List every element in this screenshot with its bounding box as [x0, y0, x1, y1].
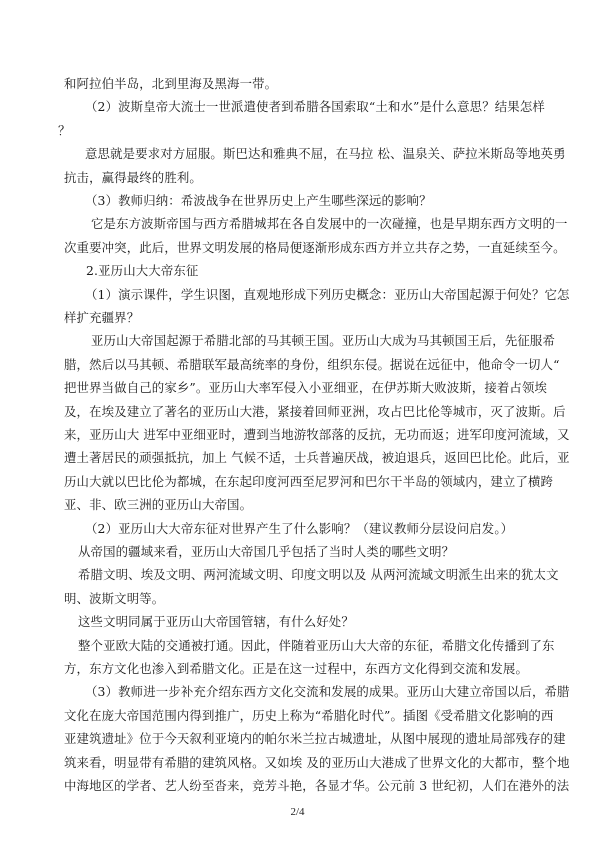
text-line-1: 和阿拉伯半岛，北到里海及黑海一带。	[64, 76, 278, 91]
text-line-27: （3）教师进一步补充介绍东西方文化交流和发展的成果。亚历山大建立帝国以后，希腊	[85, 684, 570, 699]
text-line-30: 筑来看，明显带有希腊的建筑风格。又如埃 及的亚历山大港成了世界文化的大都市，整个地	[64, 755, 570, 770]
text-line-2: （2）波斯皇帝大流士一世派遣使者到希腊各国索取“土和水”是什么意思？结果怎样	[85, 99, 545, 114]
text-line-10: （1）演示课件，学生识图，直观地形成下列历史概念：亚历山大帝国起源于何处？它怎	[85, 287, 570, 302]
text-line-14: 把世界当做自己的家乡”。亚历山大率军侵入小亚细亚，在伊苏斯大败波斯，接着占领埃	[64, 380, 548, 395]
text-line-7: 它是东方波斯帝国与西方希腊城邦在各自发展中的一次碰撞，也是早期东西方文明的一	[91, 216, 568, 231]
page-number: 2/4	[290, 806, 305, 818]
text-line-25: 整个亚欧大陆的交通被打通。因此，伴随着亚历山大大帝的东征，希腊文化传播到了东	[78, 638, 555, 653]
text-line-15: 及，在埃及建立了著名的亚历山大港，紧接着回师亚洲，攻占巴比伦等城市，灭了波斯。后	[64, 404, 566, 419]
text-line-23: 明、波斯文明等。	[64, 591, 165, 606]
text-line-13: 腊，然后以马其顿、希腊联军最高统率的身份，组织东侵。据说在远征中，他命令一切人“	[64, 357, 560, 372]
text-line-26: 方，东方文化也渗入到希腊文化。正是在这一过程中，东西方文化得到交流和发展。	[64, 661, 529, 676]
text-line-29: 亚建筑遗址》位于今天叙利亚境内的帕尔米兰拉古城遗址，从图中展现的遗址局部残存的建	[64, 731, 566, 746]
text-line-22: 希腊文明、埃及文明、两河流域文明、印度文明以及 从两河流域文明派生出来的犹太文	[78, 567, 559, 582]
text-line-4: 意思就是要求对方屈服。斯巴达和雅典不屈，在马拉 松、温泉关、萨拉米斯岛等地英勇	[85, 146, 566, 161]
section-heading: 2.亚历山大大帝东征	[86, 263, 199, 278]
text-line-3: ？	[58, 123, 71, 138]
text-line-16: 来，亚历山大 进军中亚细亚时，遭到当地游牧部落的反抗，无功而返；进军印度河流域，又	[64, 427, 570, 442]
text-line-5: 抗击，赢得最终的胜利。	[64, 170, 202, 185]
text-line-6: （3）教师归纳：希波战争在世界历史上产生哪些深远的影响？	[85, 193, 432, 208]
text-line-31: 中海地区的学者、艺人纷至沓来，竞芳斗艳，各显才华。公元前 3 世纪初，人们在港外的法	[64, 778, 570, 793]
text-line-8: 次重要冲突，此后，世界文明发展的格局便逐渐形成东西方并立共存之势，一直延续至今。	[64, 240, 566, 255]
text-line-12: 亚历山大帝国起源于希腊北部的马其顿王国。亚历山大成为马其顿国王后，先征服希	[91, 333, 556, 348]
text-line-11: 样扩充疆界？	[64, 310, 140, 325]
text-line-17: 遭土著居民的顽强抵抗，加上 气候不适，士兵普遍厌战，被迫退兵，返回巴比伦。此后，亚	[64, 450, 570, 465]
text-line-18: 历山大就以巴比伦为都城，在东起印度河西至尼罗河和巴尔干半岛的领域内，建立了横跨	[64, 474, 554, 489]
text-line-20: （2）亚历山大大帝东征对世界产生了什么影响？（建议教师分层设问启发。）	[85, 521, 514, 536]
text-line-24: 这些文明同属于亚历山大帝国管辖，有什么好处？	[78, 614, 354, 629]
text-line-19: 亚、非、欧三洲的亚历山大帝国。	[64, 497, 253, 512]
text-line-28: 文化在庞大帝国范围内得到推广，历史上称为“希腊化时代”。插图《受希腊文化影响的西	[64, 708, 554, 723]
text-line-21: 从帝国的疆域来看，亚历山大帝国几乎包括了当时人类的哪些文明？	[78, 544, 455, 559]
